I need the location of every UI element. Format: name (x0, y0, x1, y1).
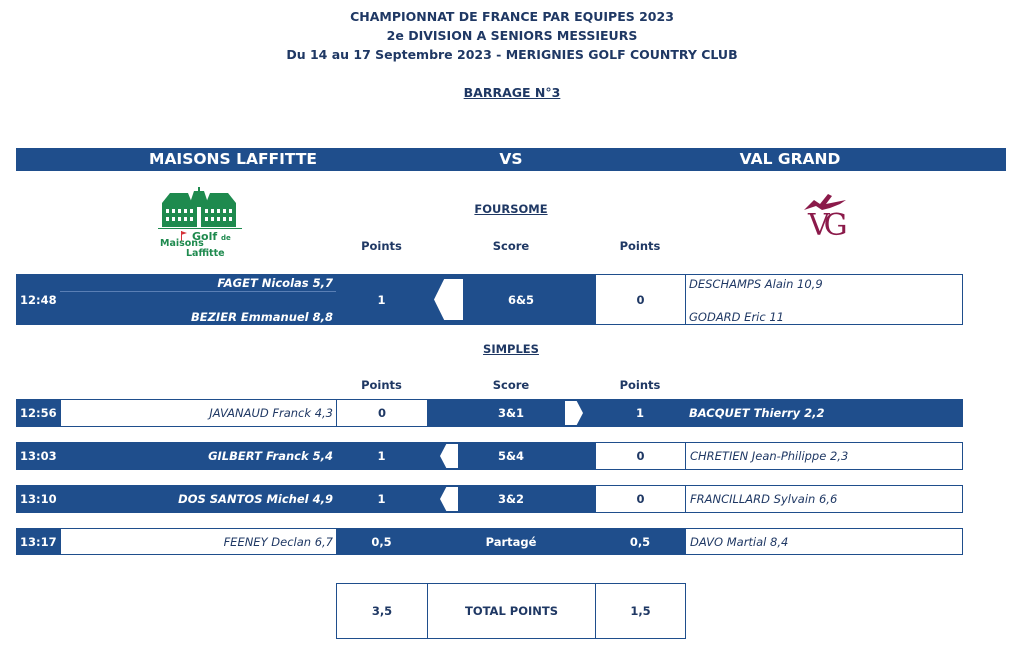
away-player-2: GODARD Eric 11 (689, 309, 784, 324)
home-points: 0 (336, 399, 428, 427)
away-total-points: 1,5 (595, 583, 686, 639)
vs-label: VS (499, 150, 523, 168)
simples-section-label: SIMPLES (483, 342, 539, 356)
chateau-icon (158, 187, 242, 231)
away-club-logo (800, 190, 850, 254)
home-club-logo (158, 187, 242, 261)
away-points: 1 (635, 406, 644, 420)
logo-text-maisons: Maisons (160, 238, 204, 249)
simple-match-row (16, 528, 963, 555)
match-score: Partagé (485, 534, 537, 549)
away-team-name: VAL GRAND (739, 150, 841, 168)
match-score: 3&2 (497, 492, 525, 506)
away-player: FRANCILLARD Sylvain 6,6 (685, 485, 963, 513)
simple-match-row (16, 442, 963, 470)
home-player: JAVANAUD Franck 4,3 (60, 399, 337, 427)
event-dates-venue: Du 14 au 17 Septembre 2023 - MERIGNIES GOLF COUNTRY CLUB (286, 47, 738, 62)
away-player-1: DESCHAMPS Alain 10,9 (689, 276, 823, 291)
home-player-2: BEZIER Emmanuel 8,8 (60, 308, 336, 325)
foursome-section-label: FOURSOME (474, 202, 548, 216)
match-score: 5&4 (497, 449, 525, 463)
away-points: 0 (595, 274, 686, 325)
away-player: DAVO Martial 8,4 (685, 528, 963, 555)
away-player: BACQUET Thierry 2,2 (689, 406, 825, 420)
championship-title: CHAMPIONNAT DE FRANCE PAR EQUIPES 2023 (350, 9, 674, 24)
match-score: 6&5 (427, 274, 595, 325)
away-points: 0 (595, 442, 686, 470)
divider (60, 291, 336, 292)
away-player: CHRETIEN Jean-Philippe 2,3 (685, 442, 963, 470)
foursome-col-score: Score (492, 239, 530, 253)
logo-text-laffitte: Laffitte (186, 248, 225, 259)
simple-match-row (16, 485, 963, 513)
foursome-col-points-home: Points (361, 239, 402, 253)
logo-text-golf: Golf de (192, 230, 231, 243)
home-points: 1 (336, 274, 427, 325)
foursome-match-row (16, 274, 963, 325)
home-points: 1 (377, 449, 386, 463)
home-player: FEENEY Declan 6,7 (60, 528, 337, 555)
simples-col-points-home: Points (361, 378, 402, 392)
total-points-label: TOTAL POINTS (427, 583, 596, 639)
vg-monogram: VG (808, 208, 842, 243)
match-time: 13:10 (16, 485, 595, 513)
simples-col-points-away: Points (619, 378, 661, 392)
home-player-1: FAGET Nicolas 5,7 (60, 274, 336, 291)
match-time: 13:17 (16, 528, 60, 555)
home-points: 1 (377, 492, 386, 506)
home-total-points: 3,5 (336, 583, 428, 639)
home-team-name: MAISONS LAFFITTE (149, 150, 317, 168)
away-points: 0,5 (629, 534, 651, 549)
simples-col-score: Score (492, 378, 530, 392)
home-player: DOS SANTOS Michel 4,9 (178, 492, 333, 506)
home-points: 0,5 (371, 534, 392, 549)
home-player: GILBERT Franck 5,4 (208, 449, 333, 463)
match-time: 12:48 (16, 274, 336, 325)
simple-match-row (16, 399, 963, 427)
match-time: 12:56 (16, 399, 60, 427)
teams-header-bar (16, 148, 1006, 171)
match-time: 13:03 (16, 442, 595, 470)
match-score: 3&1 (497, 406, 525, 420)
barrage-title: BARRAGE N°3 (463, 85, 561, 100)
foursome-col-points-away: Points (619, 239, 661, 253)
division-title: 2e DIVISION A SENIORS MESSIEURS (386, 28, 638, 43)
away-points: 0 (595, 485, 686, 513)
